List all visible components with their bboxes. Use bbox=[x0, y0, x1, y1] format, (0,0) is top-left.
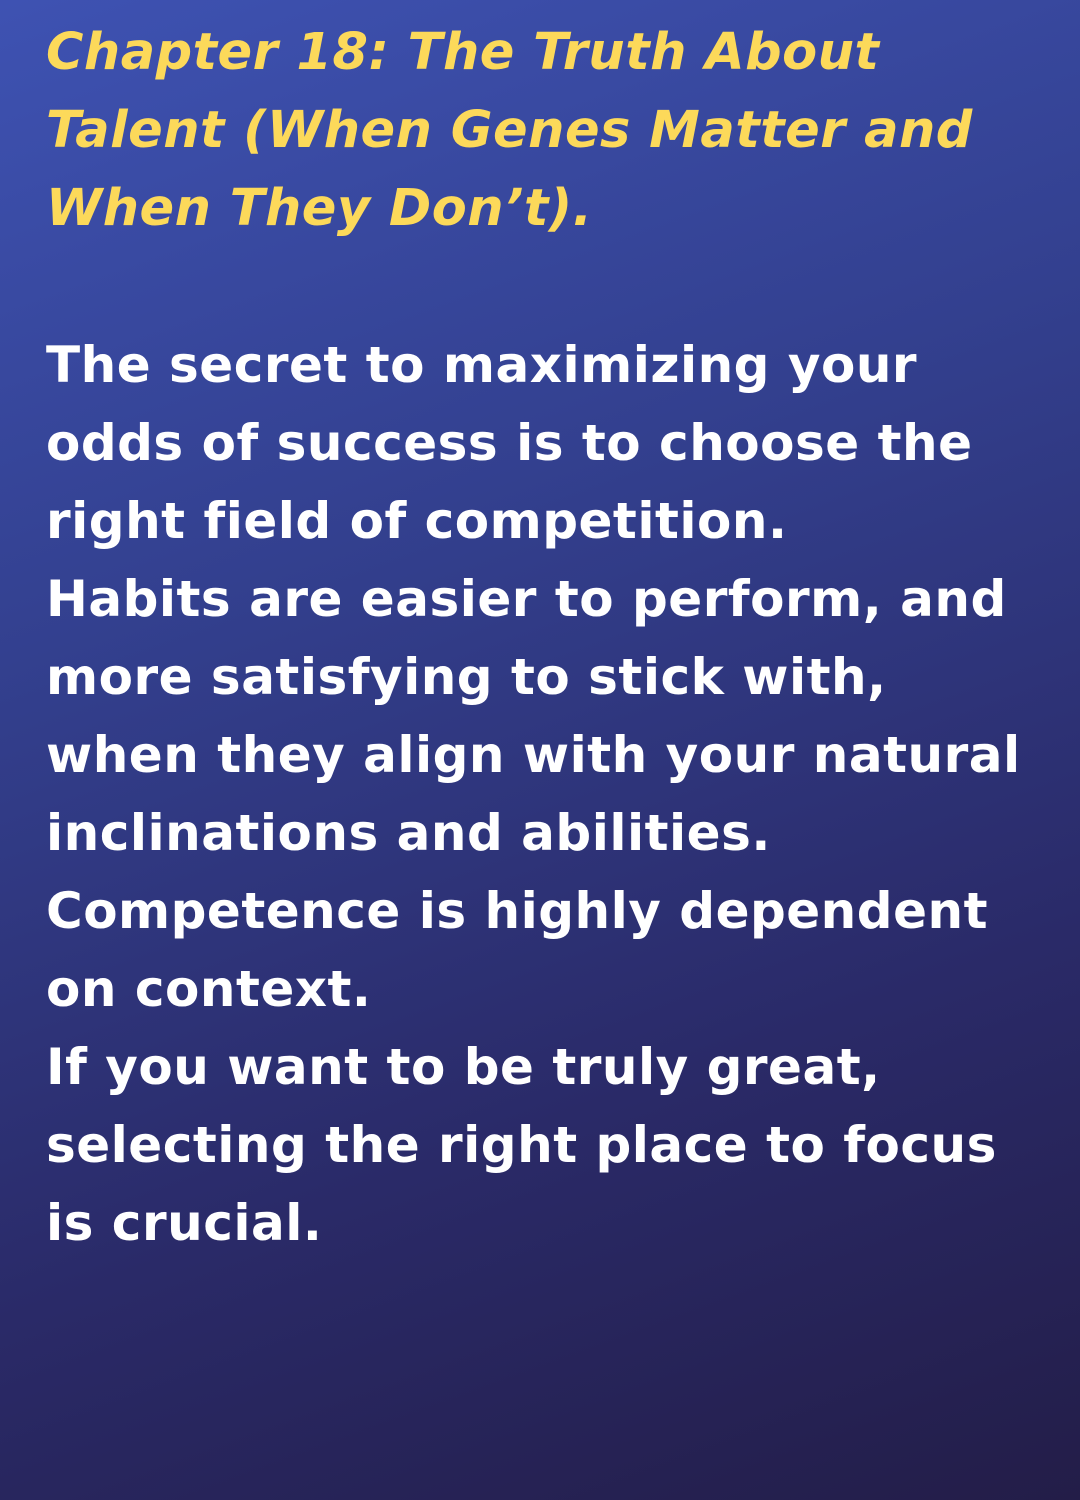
paragraph-natural-inclinations: Habits are easier to perform, and more satisfying to stick with, when they align with your natural inclinations and abilities. bbox=[46, 570, 1021, 862]
paragraph-right-place-to-focus: If you want to be truly great, selecting the right place to focus is crucial. bbox=[46, 1038, 997, 1252]
paragraph-field-of-competition: The secret to maximizing your odds of success is to choose the right field of competition. bbox=[46, 336, 973, 550]
body-text bbox=[46, 326, 1040, 1262]
paragraph-competence-context: Competence is highly dependent on context. bbox=[46, 882, 988, 1018]
chapter-title: Chapter 18: The Truth About Talent (When Genes Matter and When They Don’t). bbox=[46, 23, 973, 238]
